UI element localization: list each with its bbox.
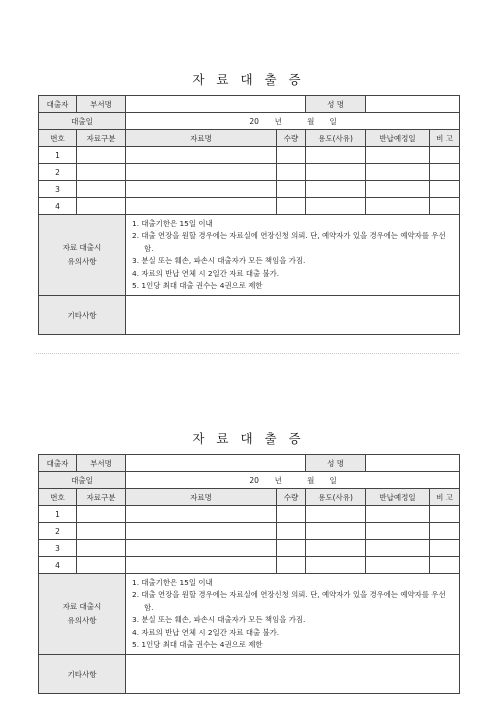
loan-date-row xyxy=(39,113,460,130)
cell-remarks[interactable] xyxy=(430,198,460,215)
table-row xyxy=(39,181,460,198)
cell-title[interactable] xyxy=(126,557,277,574)
misc-field[interactable] xyxy=(126,296,460,335)
row-number: 3 xyxy=(39,181,77,198)
notes-label-line2: 유의사항 xyxy=(67,257,97,267)
cell-return-date[interactable] xyxy=(366,523,430,540)
col-return-date: 반납예정일 xyxy=(366,130,430,147)
cell-category[interactable] xyxy=(77,147,126,164)
misc-row xyxy=(39,655,460,694)
notes-row xyxy=(39,574,460,655)
col-remarks: 비 고 xyxy=(430,489,460,506)
month-label: 월 xyxy=(307,475,315,485)
note-item: 3. 분실 또는 훼손, 파손시 대출자가 모든 책임을 가짐. xyxy=(132,615,306,625)
notes-list xyxy=(126,215,460,296)
loan-date-field[interactable] xyxy=(126,113,460,130)
misc-row xyxy=(39,296,460,335)
col-number: 번호 xyxy=(39,489,77,506)
note-item: 5. 1인당 최대 대출 권수는 4권으로 제한 xyxy=(132,281,263,291)
cell-remarks[interactable] xyxy=(430,557,460,574)
column-header-row xyxy=(39,130,460,147)
name-field[interactable] xyxy=(366,96,460,113)
loan-table xyxy=(38,95,460,335)
department-label: 부서명 xyxy=(77,96,126,113)
row-number: 4 xyxy=(39,557,77,574)
col-remarks: 비 고 xyxy=(430,130,460,147)
note-item: 1. 대출기한은 15일 이내 xyxy=(132,219,213,228)
cell-category[interactable] xyxy=(77,506,126,523)
cell-purpose[interactable] xyxy=(306,147,366,164)
year-label: 년 xyxy=(274,116,282,126)
column-header-row xyxy=(39,489,460,506)
cell-remarks[interactable] xyxy=(430,181,460,198)
col-return-date: 반납예정일 xyxy=(366,489,430,506)
notes-label-line1: 자료 대출시 xyxy=(62,602,102,612)
year-prefix: 20 xyxy=(249,475,259,485)
cell-purpose[interactable] xyxy=(306,557,366,574)
cell-title[interactable] xyxy=(126,540,277,557)
cell-return-date[interactable] xyxy=(366,164,430,181)
department-field[interactable] xyxy=(126,455,306,472)
loan-table xyxy=(38,454,460,694)
cell-category[interactable] xyxy=(77,181,126,198)
col-title: 자료명 xyxy=(126,130,277,147)
cell-remarks[interactable] xyxy=(430,506,460,523)
cell-quantity[interactable] xyxy=(277,557,306,574)
note-item: 2. 대출 연장을 원할 경우에는 자료실에 연장신청 의뢰. 단, 예약자가 있을 경우에는 예약자를 우선함. xyxy=(132,231,446,253)
cell-return-date[interactable] xyxy=(366,198,430,215)
cell-title[interactable] xyxy=(126,181,277,198)
row-number: 1 xyxy=(39,147,77,164)
cell-category[interactable] xyxy=(77,198,126,215)
cell-title[interactable] xyxy=(126,506,277,523)
notes-row xyxy=(39,215,460,296)
col-purpose: 용도(사유) xyxy=(306,130,366,147)
cell-purpose[interactable] xyxy=(306,164,366,181)
borrower-row xyxy=(39,455,460,472)
cell-purpose[interactable] xyxy=(306,523,366,540)
cell-remarks[interactable] xyxy=(430,164,460,181)
cell-quantity[interactable] xyxy=(277,164,306,181)
borrower-label: 대출자 xyxy=(39,455,77,472)
form-title: 자 료 대 출 증 xyxy=(192,72,305,87)
cell-title[interactable] xyxy=(126,147,277,164)
col-purpose: 용도(사유) xyxy=(306,489,366,506)
row-number: 3 xyxy=(39,540,77,557)
cell-purpose[interactable] xyxy=(306,506,366,523)
note-item: 1. 대출기한은 15일 이내 xyxy=(132,578,213,587)
notes-list xyxy=(126,574,460,655)
day-label: 일 xyxy=(329,475,337,485)
cell-remarks[interactable] xyxy=(430,523,460,540)
cell-quantity[interactable] xyxy=(277,523,306,540)
cell-category[interactable] xyxy=(77,540,126,557)
borrower-row xyxy=(39,96,460,113)
row-number: 2 xyxy=(39,523,77,540)
misc-label: 기타사항 xyxy=(39,655,126,694)
row-number: 2 xyxy=(39,164,77,181)
name-field[interactable] xyxy=(366,455,460,472)
cell-return-date[interactable] xyxy=(366,506,430,523)
notes-label xyxy=(39,574,126,655)
cell-return-date[interactable] xyxy=(366,181,430,198)
cell-return-date[interactable] xyxy=(366,540,430,557)
cell-category[interactable] xyxy=(77,523,126,540)
cell-quantity[interactable] xyxy=(277,181,306,198)
month-label: 월 xyxy=(307,116,315,126)
col-category: 자료구분 xyxy=(77,130,126,147)
col-number: 번호 xyxy=(39,130,77,147)
notes-label-line1: 자료 대출시 xyxy=(62,243,102,253)
cell-title[interactable] xyxy=(126,164,277,181)
table-row xyxy=(39,506,460,523)
cell-return-date[interactable] xyxy=(366,147,430,164)
table-row xyxy=(39,523,460,540)
loan-date-row xyxy=(39,472,460,489)
col-category: 자료구분 xyxy=(77,489,126,506)
cell-quantity[interactable] xyxy=(277,198,306,215)
cell-remarks[interactable] xyxy=(430,540,460,557)
cell-quantity[interactable] xyxy=(277,540,306,557)
name-label: 성 명 xyxy=(306,455,366,472)
note-item: 3. 분실 또는 훼손, 파손시 대출자가 모든 책임을 가짐. xyxy=(132,256,306,266)
year-label: 년 xyxy=(274,475,282,485)
cell-category[interactable] xyxy=(77,557,126,574)
col-quantity: 수량 xyxy=(277,489,306,506)
notes-label-line2: 유의사항 xyxy=(67,616,97,626)
department-label: 부서명 xyxy=(77,455,126,472)
cell-remarks[interactable] xyxy=(430,147,460,164)
loan-date-label: 대출일 xyxy=(39,113,126,130)
table-row xyxy=(39,147,460,164)
year-prefix: 20 xyxy=(249,116,259,126)
name-label: 성 명 xyxy=(306,96,366,113)
table-row xyxy=(39,198,460,215)
day-label: 일 xyxy=(329,116,337,126)
loan-date-label: 대출일 xyxy=(39,472,126,489)
department-field[interactable] xyxy=(126,96,306,113)
notes-label xyxy=(39,215,126,296)
cell-title[interactable] xyxy=(126,198,277,215)
cell-return-date[interactable] xyxy=(366,557,430,574)
cell-purpose[interactable] xyxy=(306,198,366,215)
col-quantity: 수량 xyxy=(277,130,306,147)
row-number: 4 xyxy=(39,198,77,215)
table-row xyxy=(39,540,460,557)
cell-title[interactable] xyxy=(126,523,277,540)
note-item: 2. 대출 연장을 원할 경우에는 자료실에 연장신청 의뢰. 단, 예약자가 있을 경우에는 예약자를 우선함. xyxy=(132,590,446,612)
borrower-label: 대출자 xyxy=(39,96,77,113)
form-title: 자 료 대 출 증 xyxy=(192,431,305,446)
note-item: 4. 자료의 반납 연체 시 2일간 자료 대출 불가. xyxy=(132,627,280,637)
loan-date-field[interactable] xyxy=(126,472,460,489)
table-row xyxy=(39,557,460,574)
row-number: 1 xyxy=(39,506,77,523)
page-divider xyxy=(36,353,459,354)
misc-field[interactable] xyxy=(126,655,460,694)
misc-label: 기타사항 xyxy=(39,296,126,335)
cell-category[interactable] xyxy=(77,164,126,181)
note-item: 4. 자료의 반납 연체 시 2일간 자료 대출 불가. xyxy=(132,268,280,278)
cell-purpose[interactable] xyxy=(306,181,366,198)
table-row xyxy=(39,164,460,181)
col-title: 자료명 xyxy=(126,489,277,506)
note-item: 5. 1인당 최대 대출 권수는 4권으로 제한 xyxy=(132,640,263,650)
cell-quantity[interactable] xyxy=(277,147,306,164)
cell-quantity[interactable] xyxy=(277,506,306,523)
cell-purpose[interactable] xyxy=(306,540,366,557)
